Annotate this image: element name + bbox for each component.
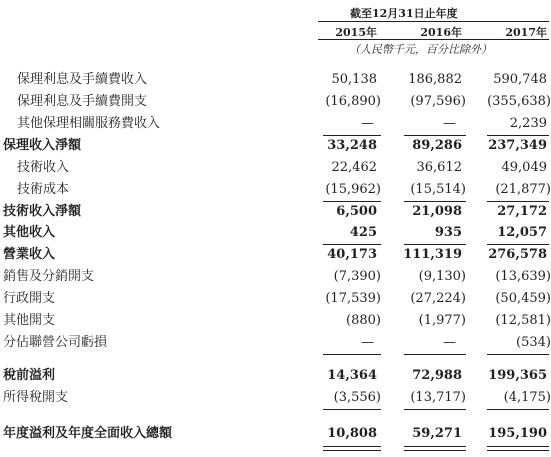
value-2015: 10,808 (327, 426, 377, 441)
value-2017: 27,172 (497, 204, 547, 219)
table-row (0, 69, 551, 91)
year-header-underline (318, 39, 549, 40)
subtotal-rule-2016 (404, 409, 466, 410)
value-2016: (9,130) (418, 269, 466, 284)
value-2016: 36,612 (416, 160, 462, 175)
year-header-2016: 2016年 (420, 26, 462, 39)
table-row (0, 387, 551, 409)
table-row (0, 266, 551, 288)
value-2017: 590,748 (493, 72, 547, 87)
subtotal-rule-2015 (323, 354, 381, 355)
value-2016: (13,717) (410, 390, 466, 405)
total-double-rule-2016 (404, 446, 466, 451)
table-row (0, 244, 551, 266)
value-2017: (13,639) (495, 269, 551, 284)
table-row (0, 135, 551, 157)
value-2017: (355,638) (487, 94, 551, 109)
period-header: 截至12月31日止年度 (350, 7, 458, 20)
table-row (0, 179, 551, 201)
value-2017: (534) (516, 335, 551, 350)
value-2015: 40,173 (327, 247, 377, 262)
value-2015: (16,890) (325, 94, 381, 109)
value-2016: 21,098 (412, 204, 462, 219)
value-2015: — (361, 335, 374, 350)
value-2017: (50,459) (495, 291, 551, 306)
value-2017: 49,049 (501, 160, 547, 175)
value-2016: — (443, 116, 456, 131)
value-2015: 425 (349, 225, 377, 240)
value-2015: — (361, 116, 374, 131)
row-label: 技術成本 (17, 182, 70, 197)
value-2017: (12,581) (495, 313, 551, 328)
subtotal-rule-2017 (487, 354, 549, 355)
table-row (0, 310, 551, 332)
row-label: 分佔聯營公司虧損 (3, 335, 108, 350)
value-2015: (3,556) (333, 390, 381, 405)
table-row (0, 288, 551, 310)
value-2016: 59,271 (412, 426, 462, 441)
table-row (0, 157, 551, 179)
value-2016: 89,286 (412, 138, 462, 153)
value-2017: 199,365 (488, 368, 547, 383)
row-label: 銷售及分銷開支 (3, 269, 95, 284)
value-2015: 22,462 (331, 160, 377, 175)
value-2017: (4,175) (503, 390, 551, 405)
value-2015: 6,500 (336, 204, 377, 219)
table-row (0, 423, 551, 445)
value-2016: 935 (434, 225, 462, 240)
value-2017: 12,057 (497, 225, 547, 240)
value-2015: (7,390) (333, 269, 381, 284)
value-2016: — (443, 335, 456, 350)
value-2015: (880) (346, 313, 381, 328)
total-double-rule-2017 (487, 446, 549, 451)
row-label: 技術收入淨額 (3, 204, 82, 219)
subtotal-rule-2017 (487, 409, 549, 410)
value-2016: (15,514) (410, 182, 466, 197)
value-2017: 195,190 (488, 426, 547, 441)
value-2016: 111,319 (403, 247, 462, 262)
row-label: 營業收入 (3, 247, 56, 262)
subtotal-rule-2015 (323, 409, 381, 410)
value-2016: (1,977) (418, 313, 466, 328)
value-2017: 237,349 (488, 138, 547, 153)
row-label: 技術收入 (17, 160, 70, 175)
row-label: 其他開支 (3, 313, 56, 328)
value-2016: 186,882 (408, 72, 462, 87)
table-row (0, 201, 551, 223)
year-header-2015: 2015年 (335, 26, 377, 39)
year-header-2017: 2017年 (505, 26, 547, 39)
row-label: 保理收入淨額 (3, 138, 82, 153)
value-2015: (15,962) (325, 182, 381, 197)
row-label: 行政開支 (3, 291, 56, 306)
value-2015: 33,248 (327, 138, 377, 153)
value-2015: 14,364 (327, 368, 377, 383)
value-2015: 50,138 (331, 72, 377, 87)
row-label: 所得稅開支 (3, 390, 69, 405)
row-label: 稅前溢利 (3, 368, 56, 383)
table-row (0, 332, 551, 354)
unit-note: （人民幣千元，百分比除外） (349, 43, 492, 56)
value-2016: (27,224) (410, 291, 466, 306)
subtotal-rule-2016 (404, 354, 466, 355)
row-label: 保理利息及手續費開支 (17, 94, 148, 109)
row-label: 年度溢利及年度全面收入總額 (3, 426, 173, 441)
table-row (0, 113, 551, 135)
value-2017: 2,239 (509, 116, 547, 131)
value-2017: 276,578 (488, 247, 547, 262)
value-2016: (97,596) (410, 94, 466, 109)
table-row (0, 365, 551, 387)
total-double-rule-2015 (323, 446, 381, 451)
value-2015: (17,539) (325, 291, 381, 306)
value-2016: 72,988 (412, 368, 462, 383)
table-row (0, 91, 551, 113)
row-label: 其他保理相關服務費收入 (17, 116, 161, 131)
table-row (0, 222, 551, 244)
row-label: 其他收入 (3, 225, 56, 240)
value-2017: (21,877) (495, 182, 551, 197)
period-underline (318, 21, 549, 22)
row-label: 保理利息及手續費收入 (17, 72, 148, 87)
